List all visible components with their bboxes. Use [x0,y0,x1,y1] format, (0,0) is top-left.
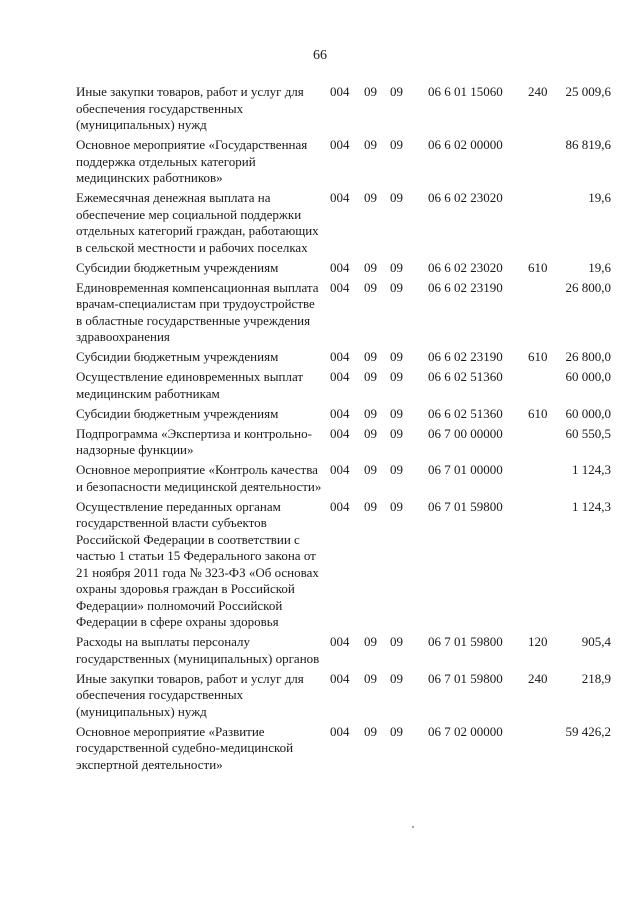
row-org-code: 004 [330,259,350,275]
row-amount: 19,6 [588,190,611,205]
row-name: Подпрограмма «Экспертиза и контрольно-надзорные функции» [76,425,312,457]
row-subsection: 09 [390,723,403,739]
row-target-code: 06 7 00 00000 [428,425,503,441]
row-target-code: 06 7 01 00000 [428,462,503,477]
budget-table [76,84,611,777]
row-amount: 60 000,0 [565,369,611,384]
row-org-code: 004 [330,369,350,384]
page-number: 66 [313,48,327,63]
row-amount: 905,4 [581,634,611,649]
row-target-code: 06 7 02 00000 [428,723,503,739]
row-org-code: 004 [330,723,350,739]
row-target-code: 06 6 02 23190 [428,279,503,295]
scan-speck [412,826,414,828]
row-subsection: 09 [390,634,403,649]
row-org-code: 004 [330,84,350,99]
row-section: 09 [364,425,377,441]
row-org-code: 004 [330,349,350,364]
table-row [76,499,611,631]
row-name: Субсидии бюджетным учреждениям [76,349,279,364]
row-amount: 60 550,5 [565,425,611,441]
row-section: 09 [364,634,377,649]
table-row [76,462,611,495]
table-row [76,671,611,721]
row-section: 09 [364,137,377,152]
row-org-code: 004 [330,279,350,295]
row-org-code: 004 [330,670,350,686]
row-subsection: 09 [390,137,403,152]
row-target-code: 06 6 02 51360 [428,369,503,384]
row-amount: 60 000,0 [565,405,611,421]
row-target-code: 06 7 01 59800 [428,498,503,514]
row-amount: 1 124,3 [572,498,611,514]
row-section: 09 [364,462,377,477]
row-expense-kind: 610 [528,349,548,364]
row-section: 09 [364,405,377,421]
row-org-code: 004 [330,634,350,649]
row-subsection: 09 [390,369,403,384]
table-row [76,426,611,459]
row-amount: 26 800,0 [565,279,611,295]
row-name: Осуществление переданных органам государственной власти субъектов Российской Федерации в соответствии с частью 1 статьи 15 Федерального закона от 21 ноября 2011 года № 323-ФЗ «Об основах охраны здоровья граждан в Российской Федерации» полномочий Российской Федерации в сфере охраны здоровья [76,498,319,629]
row-target-code: 06 6 02 23020 [428,259,503,275]
row-name: Осуществление единовременных выплат медицинским работникам [76,369,304,401]
row-section: 09 [364,723,377,739]
row-target-code: 06 7 01 59800 [428,670,503,686]
row-org-code: 004 [330,137,350,152]
row-amount: 218,9 [581,670,611,686]
row-amount: 26 800,0 [565,349,611,364]
row-subsection: 09 [390,425,403,441]
table-row [76,84,611,134]
row-expense-kind: 610 [528,405,548,421]
row-org-code: 004 [330,425,350,441]
row-subsection: 09 [390,190,403,205]
row-org-code: 004 [330,498,350,514]
row-org-code: 004 [330,405,350,421]
row-subsection: 09 [390,259,403,275]
row-subsection: 09 [390,670,403,686]
row-subsection: 09 [390,84,403,99]
row-name: Субсидии бюджетным учреждениям [76,259,279,275]
row-section: 09 [364,498,377,514]
table-row [76,137,611,187]
row-subsection: 09 [390,462,403,477]
row-amount: 1 124,3 [572,462,611,477]
row-amount: 25 009,6 [565,84,611,99]
row-section: 09 [364,190,377,205]
row-section: 09 [364,369,377,384]
row-amount: 86 819,6 [565,137,611,152]
row-section: 09 [364,259,377,275]
row-section: 09 [364,84,377,99]
row-name: Иные закупки товаров, работ и услуг для обеспечения государственных (муниципальных) нужд [76,84,304,132]
row-expense-kind: 610 [528,259,548,275]
table-row [76,369,611,402]
row-expense-kind: 120 [528,634,548,649]
row-expense-kind: 240 [528,84,548,99]
table-row [76,634,611,667]
row-section: 09 [364,279,377,295]
row-target-code: 06 6 02 23020 [428,190,503,205]
row-name: Субсидии бюджетным учреждениям [76,405,279,421]
row-amount: 19,6 [588,259,611,275]
table-row [76,280,611,346]
table-row [76,349,611,366]
row-section: 09 [364,670,377,686]
row-name: Основное мероприятие «Государственная поддержка отдельных категорий медицинских работников» [76,137,308,185]
row-name: Иные закупки товаров, работ и услуг для обеспечения государственных (муниципальных) нужд [76,670,304,719]
row-expense-kind: 240 [528,670,548,686]
row-org-code: 004 [330,190,350,205]
row-target-code: 06 6 02 23190 [428,349,503,364]
row-target-code: 06 6 02 00000 [428,137,503,152]
row-subsection: 09 [390,349,403,364]
row-subsection: 09 [390,498,403,514]
row-target-code: 06 7 01 59800 [428,634,503,649]
row-name: Расходы на выплаты персоналу государственных (муниципальных) органов [76,634,320,666]
table-row [76,406,611,423]
row-section: 09 [364,349,377,364]
table-row [76,724,611,774]
row-amount: 59 426,2 [565,723,611,739]
row-name: Ежемесячная денежная выплата на обеспечение мер социальной поддержки отдельных категорий граждан, работающих в сельской местности и рабочих поселках [76,190,319,255]
row-name: Основное мероприятие «Развитие государственной судебно-медицинской экспертной деятельности» [76,723,294,772]
table-row [76,190,611,256]
row-subsection: 09 [390,279,403,295]
row-name: Единовременная компенсационная выплата врачам-специалистам при трудоустройстве в областные государственные учреждения здравоохранения [76,279,319,344]
row-target-code: 06 6 01 15060 [428,84,503,99]
row-target-code: 06 6 02 51360 [428,405,503,421]
table-row [76,260,611,277]
row-subsection: 09 [390,405,403,421]
row-name: Основное мероприятие «Контроль качества и безопасности медицинской деятельности» [76,462,322,494]
row-org-code: 004 [330,462,350,477]
